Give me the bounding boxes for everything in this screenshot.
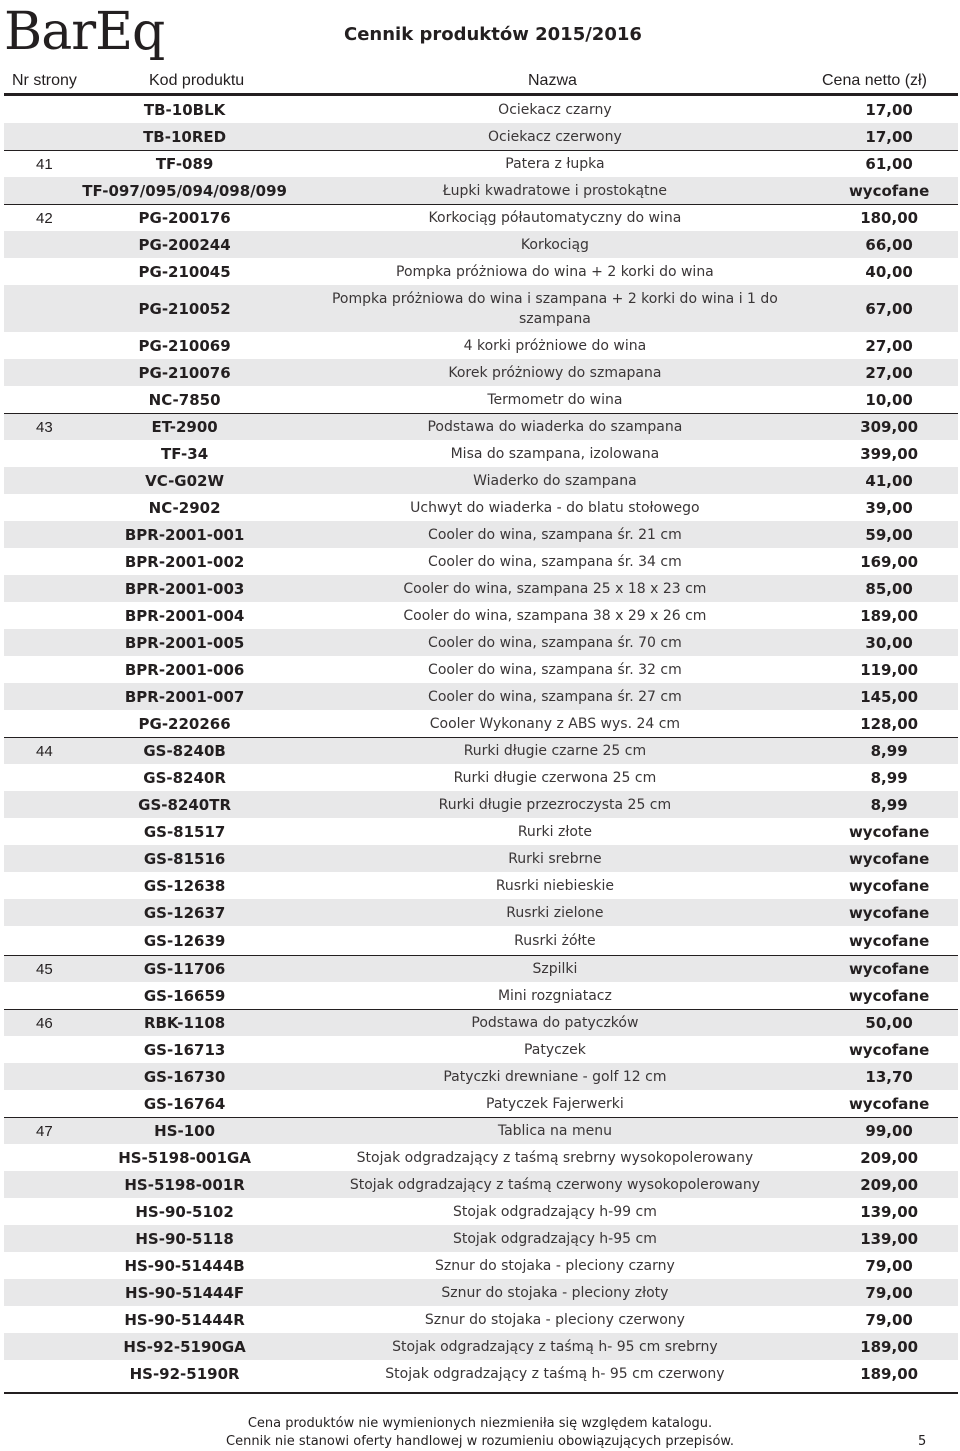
table-row [4,575,958,602]
column-header-code: Kod produktu [149,72,245,89]
cell-page: 42 [4,204,80,231]
cell-price: wycofane [820,1036,958,1063]
cell-name: Rusrki zielone [290,899,821,926]
cell-price: 40,00 [820,258,958,285]
cell-name: Patyczek Fajerwerki [290,1090,821,1117]
cell-code: TB-10RED [80,123,290,150]
cell-name: Uchwyt do wiaderka - do blatu stołowego [290,494,821,521]
table-row [4,1117,958,1144]
cell-price: 119,00 [820,656,958,683]
cell-price: 79,00 [820,1279,958,1306]
cell-price: 79,00 [820,1306,958,1333]
cell-page: 44 [4,737,80,764]
cell-price: wycofane [820,818,958,845]
cell-page [4,1306,80,1333]
cell-page [4,1036,80,1063]
cell-code: GS-12638 [80,872,290,899]
cell-price: 17,00 [820,96,958,123]
cell-name: Stojak odgradzający h-95 cm [290,1225,821,1252]
cell-price: wycofane [820,955,958,982]
price-table [4,96,958,1387]
cell-name: Cooler do wina, szampana śr. 34 cm [290,548,821,575]
cell-code: BPR-2001-006 [80,656,290,683]
cell-name: Podstawa do patyczków [290,1009,821,1036]
cell-price: wycofane [820,1090,958,1117]
table-row [4,1252,958,1279]
table-row [4,818,958,845]
cell-price: 30,00 [820,629,958,656]
cell-code: GS-16764 [80,1090,290,1117]
cell-code: HS-5198-001GA [80,1144,290,1171]
cell-code: HS-90-51444B [80,1252,290,1279]
table-row [4,96,958,123]
page-title: Cennik produktów 2015/2016 [344,24,642,45]
cell-name: 4 korki próżniowe do wina [290,332,821,359]
table-row [4,872,958,899]
cell-price: 169,00 [820,548,958,575]
cell-page [4,332,80,359]
cell-name: Mini rozgniatacz [290,982,821,1009]
cell-code: HS-90-5118 [80,1225,290,1252]
cell-name: Pompka próżniowa do wina + 2 korki do wina [290,258,821,285]
cell-page [4,1090,80,1117]
cell-price: 139,00 [820,1198,958,1225]
cell-price: 59,00 [820,521,958,548]
cell-code: BPR-2001-001 [80,521,290,548]
cell-price: 209,00 [820,1171,958,1198]
table-row [4,332,958,359]
cell-page [4,231,80,258]
cell-code: TB-10BLK [80,96,290,123]
cell-page [4,494,80,521]
cell-name: Patera z łupka [290,150,821,177]
cell-code: BPR-2001-004 [80,602,290,629]
cell-page: 47 [4,1117,80,1144]
table-row [4,258,958,285]
cell-page: 43 [4,413,80,440]
table-row [4,1360,958,1387]
table-row [4,1036,958,1063]
page-number: 5 [918,1434,927,1449]
cell-price: 309,00 [820,413,958,440]
cell-code: GS-8240B [80,737,290,764]
cell-code: BPR-2001-005 [80,629,290,656]
table-row [4,231,958,258]
cell-code: GS-16713 [80,1036,290,1063]
cell-price: 27,00 [820,332,958,359]
cell-price: 145,00 [820,683,958,710]
cell-page [4,386,80,413]
cell-page [4,258,80,285]
cell-name: Korkociąg półautomatyczny do wina [290,204,821,231]
cell-page [4,1063,80,1090]
table-row [4,1225,958,1252]
cell-name: Sznur do stojaka - pleciony czarny [290,1252,821,1279]
cell-name: Patyczek [290,1036,821,1063]
table-row [4,359,958,386]
cell-name: Patyczki drewniane - golf 12 cm [290,1063,821,1090]
cell-name: Stojak odgradzający h-99 cm [290,1198,821,1225]
column-header-name: Nazwa [528,72,577,89]
cell-code: GS-12639 [80,926,290,955]
cell-page [4,872,80,899]
cell-page [4,575,80,602]
cell-name: Stojak odgradzający z taśmą h- 95 cm srebrny [290,1333,821,1360]
table-row [4,1009,958,1036]
cell-code: PG-220266 [80,710,290,737]
cell-page [4,1360,80,1387]
cell-page: 45 [4,955,80,982]
cell-code: VC-G02W [80,467,290,494]
table-row [4,955,958,982]
table-row [4,764,958,791]
cell-name: Rurki srebrne [290,845,821,872]
cell-page [4,177,80,204]
table-row [4,710,958,737]
cell-price: 79,00 [820,1252,958,1279]
cell-price: 8,99 [820,764,958,791]
cell-page [4,899,80,926]
cell-page [4,548,80,575]
cell-page [4,1333,80,1360]
cell-price: 67,00 [820,285,958,332]
cell-name: Pompka próżniowa do wina i szampana + 2 korki do wina i 1 do szampana [290,285,821,332]
table-row [4,440,958,467]
table-row [4,548,958,575]
table-row [4,386,958,413]
cell-price: wycofane [820,872,958,899]
cell-price: 66,00 [820,231,958,258]
cell-code: GS-8240R [80,764,290,791]
cell-page [4,96,80,123]
cell-page [4,982,80,1009]
cell-price: 50,00 [820,1009,958,1036]
cell-page [4,710,80,737]
cell-price: 85,00 [820,575,958,602]
cell-code: TF-34 [80,440,290,467]
table-row [4,1279,958,1306]
table-row [4,467,958,494]
table-row [4,494,958,521]
table-row [4,845,958,872]
cell-code: NC-2902 [80,494,290,521]
cell-price: wycofane [820,982,958,1009]
cell-name: Rusrki niebieskie [290,872,821,899]
cell-name: Tablica na menu [290,1117,821,1144]
cell-name: Rurki złote [290,818,821,845]
table-row [4,521,958,548]
cell-code: GS-11706 [80,955,290,982]
cell-code: GS-12637 [80,899,290,926]
cell-page [4,359,80,386]
column-header-price: Cena netto (zł) [822,72,927,89]
table-row [4,982,958,1009]
cell-page [4,1198,80,1225]
cell-name: Termometr do wina [290,386,821,413]
footer-note: Cena produktów nie wymienionych niezmieniła się względem katalogu. [247,1416,713,1431]
cell-price: 27,00 [820,359,958,386]
cell-page [4,1171,80,1198]
table-row [4,413,958,440]
cell-price: 189,00 [820,1360,958,1387]
cell-price: wycofane [820,845,958,872]
cell-code: HS-90-5102 [80,1198,290,1225]
cell-name: Rusrki żółte [290,926,821,955]
cell-name: Cooler do wina, szampana 25 x 18 x 23 cm [290,575,821,602]
cell-name: Szpilki [290,955,821,982]
cell-name: Stojak odgradzający z taśmą h- 95 cm czerwony [290,1360,821,1387]
cell-name: Rurki długie czarne 25 cm [290,737,821,764]
cell-code: GS-81516 [80,845,290,872]
cell-price: 128,00 [820,710,958,737]
cell-code: PG-210069 [80,332,290,359]
cell-code: HS-92-5190GA [80,1333,290,1360]
cell-page [4,123,80,150]
table-row [4,629,958,656]
cell-price: 41,00 [820,467,958,494]
price-table-body [4,96,958,1387]
cell-name: Cooler do wina, szampana 38 x 29 x 26 cm [290,602,821,629]
cell-price: 99,00 [820,1117,958,1144]
cell-code: BPR-2001-003 [80,575,290,602]
table-row [4,602,958,629]
cell-price: wycofane [820,926,958,955]
table-row [4,150,958,177]
cell-price: 8,99 [820,737,958,764]
cell-price: wycofane [820,177,958,204]
cell-price: 13,70 [820,1063,958,1090]
cell-price: 39,00 [820,494,958,521]
cell-page [4,845,80,872]
table-row [4,1144,958,1171]
cell-code: NC-7850 [80,386,290,413]
cell-code: HS-90-51444F [80,1279,290,1306]
cell-page [4,1279,80,1306]
cell-name: Korek próżniowy do szmapana [290,359,821,386]
cell-code: HS-100 [80,1117,290,1144]
cell-code: PG-200244 [80,231,290,258]
footer-disclaimer: Cennik nie stanowi oferty handlowej w rozumieniu obowiązujących przepisów. [226,1434,734,1449]
cell-price: 10,00 [820,386,958,413]
cell-code: ET-2900 [80,413,290,440]
cell-code: RBK-1108 [80,1009,290,1036]
cell-name: Stojak odgradzający z taśmą srebrny wysokopolerowany [290,1144,821,1171]
cell-price: 189,00 [820,602,958,629]
table-row [4,1171,958,1198]
cell-code: PG-210052 [80,285,290,332]
cell-page [4,467,80,494]
cell-price: 139,00 [820,1225,958,1252]
cell-code: TF-097/095/094/098/099 [80,177,290,204]
cell-page [4,656,80,683]
cell-name: Sznur do stojaka - pleciony czerwony [290,1306,821,1333]
table-row [4,1090,958,1117]
table-row [4,737,958,764]
column-header-page: Nr strony [12,72,77,89]
table-row [4,926,958,955]
table-row [4,1063,958,1090]
cell-code: HS-90-51444R [80,1306,290,1333]
cell-code: HS-5198-001R [80,1171,290,1198]
cell-name: Cooler Wykonany z ABS wys. 24 cm [290,710,821,737]
cell-page: 46 [4,1009,80,1036]
cell-page [4,629,80,656]
table-row [4,899,958,926]
cell-code: GS-81517 [80,818,290,845]
cell-name: Rurki długie czerwona 25 cm [290,764,821,791]
cell-code: GS-16730 [80,1063,290,1090]
cell-price: 180,00 [820,204,958,231]
cell-name: Rurki długie przezroczysta 25 cm [290,791,821,818]
cell-name: Korkociąg [290,231,821,258]
cell-price: 209,00 [820,1144,958,1171]
table-row [4,1333,958,1360]
table-row [4,285,958,332]
cell-code: BPR-2001-007 [80,683,290,710]
cell-page [4,521,80,548]
cell-name: Ociekacz czerwony [290,123,821,150]
cell-code: PG-210076 [80,359,290,386]
cell-code: TF-089 [80,150,290,177]
cell-name: Łupki kwadratowe i prostokątne [290,177,821,204]
cell-page [4,1225,80,1252]
table-row [4,656,958,683]
cell-code: GS-8240TR [80,791,290,818]
cell-name: Cooler do wina, szampana śr. 21 cm [290,521,821,548]
cell-name: Ociekacz czarny [290,96,821,123]
table-row [4,177,958,204]
cell-page [4,285,80,332]
table-row [4,1306,958,1333]
cell-price: 17,00 [820,123,958,150]
cell-page: 41 [4,150,80,177]
cell-name: Sznur do stojaka - pleciony złoty [290,1279,821,1306]
cell-code: BPR-2001-002 [80,548,290,575]
cell-price: 8,99 [820,791,958,818]
brand-logo: BarEq [4,2,165,62]
cell-price: 189,00 [820,1333,958,1360]
cell-page [4,791,80,818]
cell-name: Cooler do wina, szampana śr. 70 cm [290,629,821,656]
cell-name: Podstawa do wiaderka do szampana [290,413,821,440]
table-row [4,1198,958,1225]
cell-page [4,764,80,791]
cell-code: HS-92-5190R [80,1360,290,1387]
table-row [4,204,958,231]
table-row [4,123,958,150]
cell-page [4,683,80,710]
table-bottom-divider [4,1392,958,1394]
cell-price: wycofane [820,899,958,926]
cell-page [4,926,80,955]
table-row [4,791,958,818]
cell-code: PG-200176 [80,204,290,231]
cell-name: Cooler do wina, szampana śr. 27 cm [290,683,821,710]
cell-code: PG-210045 [80,258,290,285]
cell-name: Misa do szampana, izolowana [290,440,821,467]
cell-name: Wiaderko do szampana [290,467,821,494]
cell-name: Stojak odgradzający z taśmą czerwony wysokopolerowany [290,1171,821,1198]
table-row [4,683,958,710]
cell-price: 399,00 [820,440,958,467]
cell-page [4,602,80,629]
cell-price: 61,00 [820,150,958,177]
cell-code: GS-16659 [80,982,290,1009]
cell-page [4,818,80,845]
cell-page [4,1144,80,1171]
cell-name: Cooler do wina, szampana śr. 32 cm [290,656,821,683]
cell-page [4,1252,80,1279]
cell-page [4,440,80,467]
